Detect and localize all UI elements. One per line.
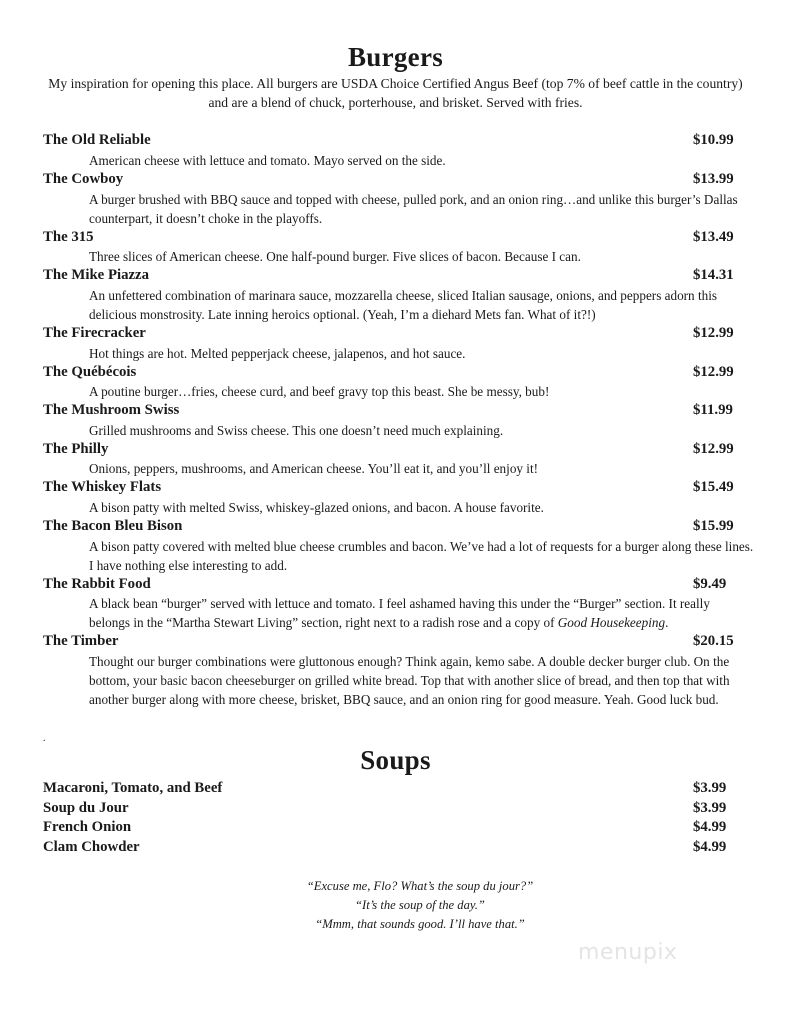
item-description: Grilled mushrooms and Swiss cheese. This one doesn’t need much explaining. — [89, 423, 504, 438]
menu-item-mike-piazza — [43, 266, 740, 285]
item-price: $12.99 — [693, 364, 734, 380]
item-price: $20.15 — [693, 633, 734, 649]
item-price: $3.99 — [693, 800, 727, 816]
item-price: $10.99 — [693, 132, 734, 148]
item-price: $12.99 — [693, 325, 734, 341]
item-name: The Bacon Bleu Bison — [43, 518, 183, 534]
menu-item-old-reliable — [43, 131, 740, 150]
item-name: Soup du Jour — [43, 800, 129, 816]
item-name: The Mushroom Swiss — [43, 402, 180, 418]
item-description: A burger brushed with BBQ sauce and topped with cheese, pulled pork, and an onion ring…and unlike this burger’s Dallas counterpart, it doesn’t choke in the playoffs. — [89, 192, 738, 227]
menu-item-quebecois — [43, 363, 740, 382]
item-price: $11.99 — [693, 402, 733, 418]
item-description: A bison patty with melted Swiss, whiskey-glazed onions, and bacon. A house favorite. — [89, 500, 544, 515]
item-name: The Philly — [43, 441, 109, 457]
item-name: The Québécois — [43, 364, 137, 380]
item-name: Clam Chowder — [43, 839, 140, 855]
item-description: American cheese with lettuce and tomato. Mayo served on the side. — [89, 153, 446, 168]
soup-item — [43, 779, 740, 798]
item-description: A bison patty covered with melted blue cheese crumbles and bacon. We’ve had a lot of requests for a burger along these lines. I have nothing else interesting to add. — [89, 539, 754, 574]
menu-item-bacon-bleu-bison — [43, 517, 740, 536]
menu-item-cowboy — [43, 170, 740, 189]
soup-quote — [0, 877, 791, 934]
soup-item — [43, 799, 740, 818]
item-name: The Timber — [43, 633, 119, 649]
soup-item — [43, 838, 740, 857]
item-name: The Whiskey Flats — [43, 479, 162, 495]
burgers-intro: My inspiration for opening this place. All burgers are USDA Choice Certified Angus Beef (top 7% of beef cattle in the country) and are a blend of chuck, porterhouse, and brisket. Served with fries. — [48, 76, 743, 110]
item-price: $13.49 — [693, 229, 734, 245]
menu-item-firecracker — [43, 324, 740, 343]
item-price: $9.49 — [693, 576, 727, 592]
quote-line: “It’s the soup of the day.” — [355, 898, 485, 912]
item-description: Three slices of American cheese. One half-pound burger. Five slices of bacon. Because I can. — [89, 249, 581, 264]
soup-item — [43, 818, 740, 837]
stray-mark: . — [43, 733, 46, 744]
description-text: A black bean “burger” served with lettuce and tomato. I feel ashamed having this under the “Burger” section. It really belongs in the “Martha Stewart Living” section, right next to a radish rose and a copy of — [89, 596, 710, 631]
item-name: French Onion — [43, 819, 132, 835]
item-name: The Cowboy — [43, 171, 124, 187]
item-description: An unfettered combination of marinara sauce, mozzarella cheese, sliced Italian sausage, onions, and peppers adorn this delicious monstrosity. Late inning heroics optional. (Yeah, I’m a diehard Mets fan. What of it?!) — [89, 288, 717, 323]
menu-item-whiskey-flats — [43, 478, 740, 497]
menu-item-315 — [43, 228, 740, 247]
item-name: The Rabbit Food — [43, 576, 151, 592]
item-price: $15.49 — [693, 479, 734, 495]
item-name: The Mike Piazza — [43, 267, 150, 283]
menu-item-mushroom-swiss — [43, 401, 740, 420]
item-price: $3.99 — [693, 780, 727, 796]
item-price: $4.99 — [693, 819, 727, 835]
item-price: $13.99 — [693, 171, 734, 187]
item-description: A poutine burger…fries, cheese curd, and beef gravy top this beast. She be messy, bub! — [89, 384, 550, 399]
menu-item-rabbit-food — [43, 575, 740, 594]
item-name: The Old Reliable — [43, 132, 151, 148]
item-price: $12.99 — [693, 441, 734, 457]
item-price: $4.99 — [693, 839, 727, 855]
item-description — [89, 594, 754, 632]
quote-line: “Excuse me, Flo? What’s the soup du jour?” — [306, 879, 534, 893]
soups-section-title: Soups — [360, 745, 431, 775]
item-price: $15.99 — [693, 518, 734, 534]
item-description: Thought our burger combinations were gluttonous enough? Think again, kemo sabe. A double decker burger club. On the bottom, your basic bacon cheeseburger on grilled white bread. Top that with another slice of bread, and then top that with another burger along with more cheese, brisket, BBQ sauce, and an onion ring for good measure. Yeah. Good luck bud. — [89, 654, 730, 708]
item-name: Macaroni, Tomato, and Beef — [43, 780, 223, 796]
burgers-section-title: Burgers — [347, 42, 444, 72]
item-description: Onions, peppers, mushrooms, and American cheese. You’ll eat it, and you’ll enjoy it! — [89, 461, 539, 476]
item-price: $14.31 — [693, 267, 734, 283]
watermark-logo: menupix — [578, 940, 678, 965]
item-name: The Firecracker — [43, 325, 146, 341]
quote-line: “Mmm, that sounds good. I’ll have that.” — [315, 917, 525, 931]
item-description: Hot things are hot. Melted pepperjack cheese, jalapenos, and hot sauce. — [89, 346, 466, 361]
magazine-title: Good Housekeeping — [557, 615, 666, 631]
menu-item-timber — [43, 632, 740, 651]
menu-item-philly — [43, 440, 740, 459]
item-name: The 315 — [43, 229, 94, 245]
description-end: . — [665, 615, 669, 631]
